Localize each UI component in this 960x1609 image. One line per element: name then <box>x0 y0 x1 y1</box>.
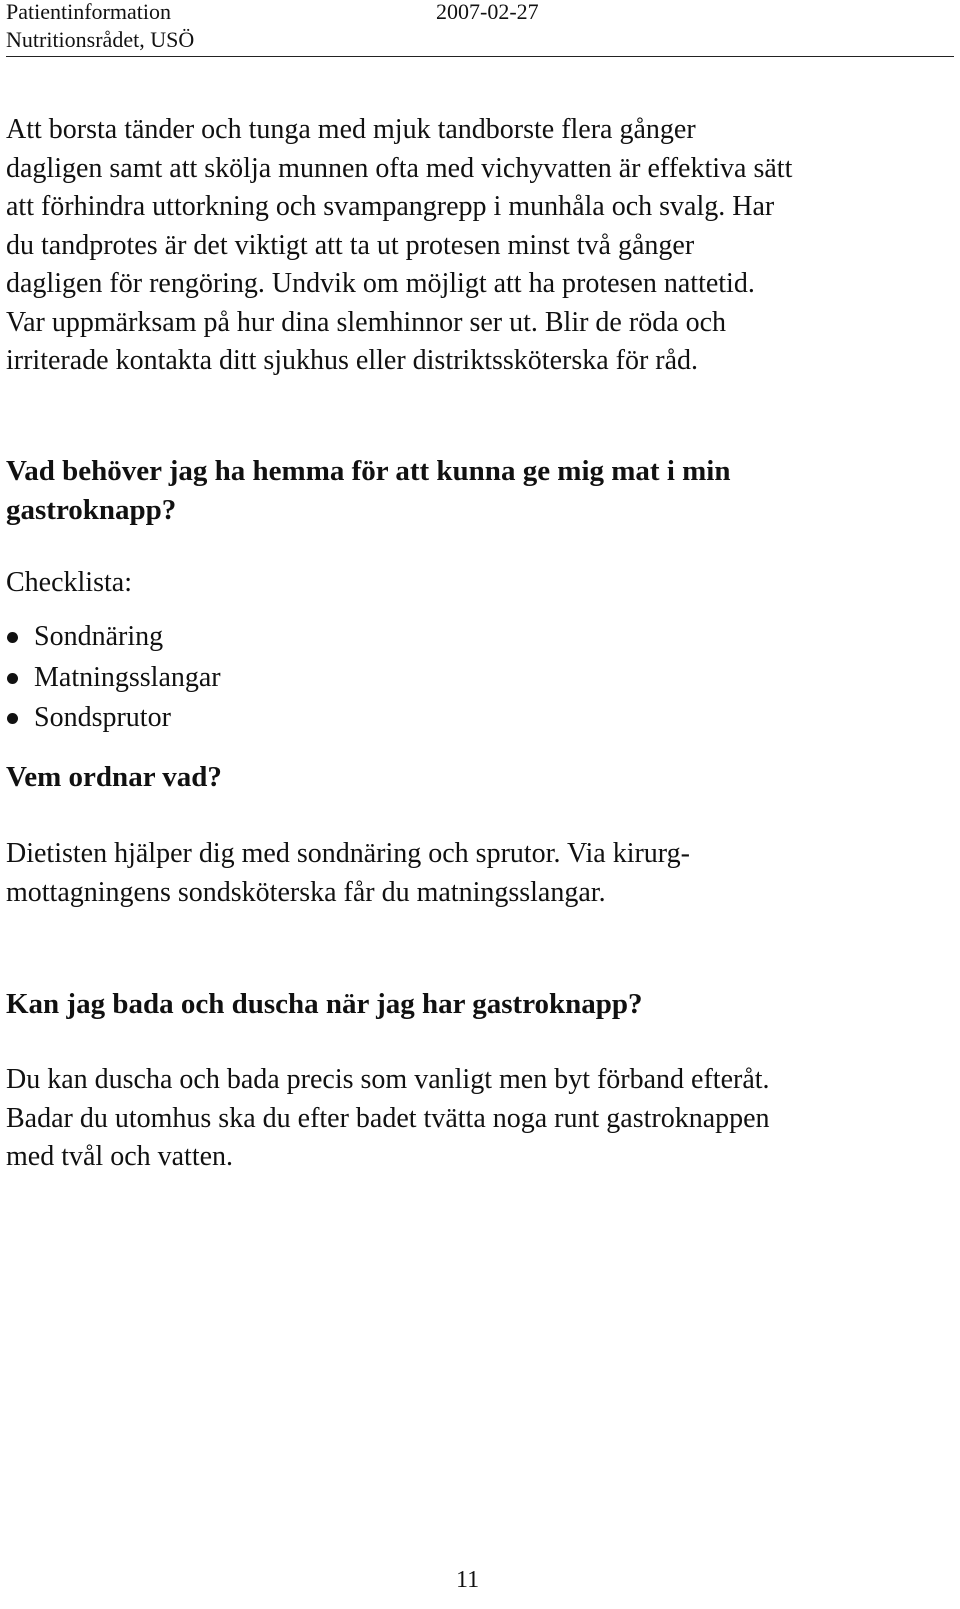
list-item <box>6 698 221 739</box>
bathing-heading: Kan jag bada och duscha när jag har gastroknapp? <box>6 988 643 1020</box>
page-header <box>6 0 954 57</box>
home-supplies-heading-line-2: gastroknapp? <box>6 493 177 526</box>
mouth-care-line-6: Var uppmärksam på hur dina slemhinnor ser ut. Blir de röda och <box>6 306 727 338</box>
who-arranges-line-1: Dietisten hjälper dig med sondnäring och sprutor. Via kirurg- <box>6 838 690 869</box>
checklist-item-label: Sondnäring <box>34 621 164 652</box>
mouth-care-line-4: du tandprotes är det viktigt att ta ut protesen minst två gånger <box>6 229 695 261</box>
bullet-icon <box>7 673 18 684</box>
mouth-care-line-1: Att borsta tänder och tunga med mjuk tandborste flera gånger <box>6 114 696 145</box>
checklist-item-label: Matningsslangar <box>34 661 221 693</box>
checklist <box>6 617 221 739</box>
bathing-line-2: Badar du utomhus ska du efter badet tvätta noga runt gastroknappen <box>6 1102 770 1134</box>
mouth-care-line-7: irriterade kontakta ditt sjukhus eller distriktssköterska för råd. <box>6 345 699 376</box>
list-item <box>6 617 221 658</box>
header-department: Nutritionsrådet, USÖ <box>6 27 195 52</box>
header-date: 2007-02-27 <box>436 0 539 24</box>
mouth-care-line-2: dagligen samt att skölja munnen ofta med vichyvatten är effektiva sätt <box>6 152 793 184</box>
bathing-line-3: med tvål och vatten. <box>6 1141 234 1172</box>
mouth-care-line-3: att förhindra uttorkning och svampangrepp i munhåla och svalg. Har <box>6 191 775 222</box>
who-arranges-heading: Vem ordnar vad? <box>6 761 222 793</box>
header-title: Patientinformation <box>6 0 171 24</box>
page-number: 11 <box>456 1567 480 1593</box>
home-supplies-heading-line-1: Vad behöver jag ha hemma för att kunna ge mig mat i min <box>6 455 731 487</box>
bullet-icon <box>7 632 18 643</box>
who-arranges-line-2: mottagningens sondsköterska får du matningsslangar. <box>6 876 606 908</box>
mouth-care-line-5: dagligen för rengöring. Undvik om möjligt att ha protesen nattetid. <box>6 268 755 299</box>
checklist-label: Checklista: <box>6 567 132 598</box>
list-item <box>6 658 221 699</box>
checklist-item-label: Sondsprutor <box>34 702 171 733</box>
bathing-line-1: Du kan duscha och bada precis som vanligt men byt förband efteråt. <box>6 1064 770 1095</box>
bullet-icon <box>7 713 18 724</box>
